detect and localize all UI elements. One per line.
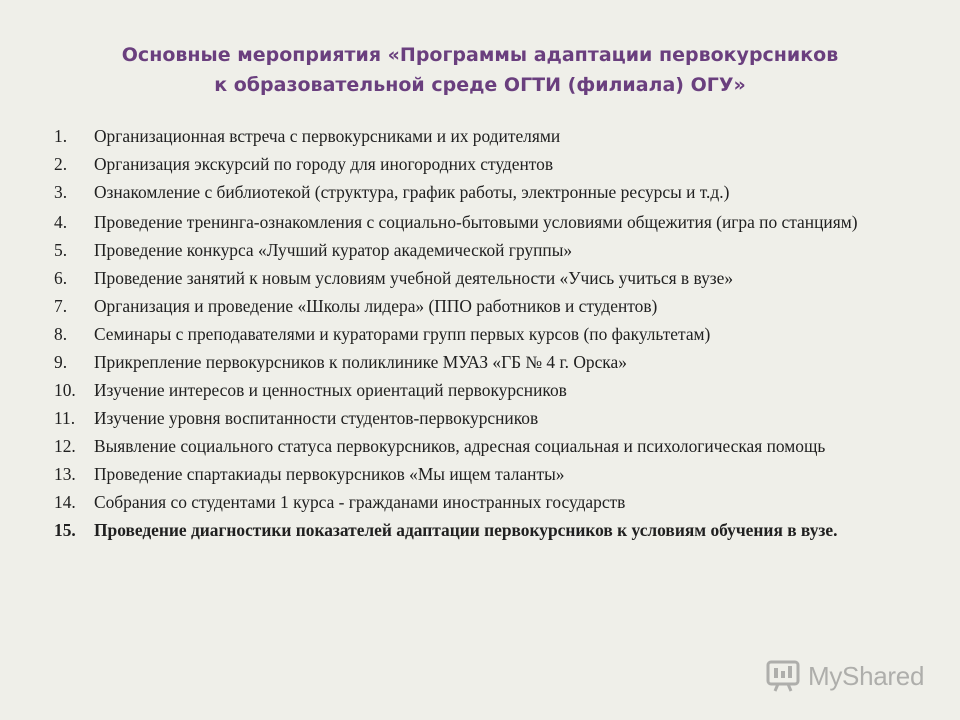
list-item [54,268,902,288]
list-item [54,324,902,344]
list-item [54,154,902,174]
list-item [54,520,902,540]
list-item [54,352,902,372]
item-text: Прикрепление первокурсников к поликлинике МУАЗ «ГБ № 4 г. Орска» [94,352,627,372]
item-text: Ознакомление с библиотекой (структура, график работы, электронные ресурсы и т.д.) [94,182,730,202]
list-item [54,182,902,202]
list-item [54,380,902,400]
item-number: 7. [54,296,68,316]
item-number: 2. [54,154,68,174]
item-number: 13. [54,464,76,484]
list-item [54,126,902,146]
item-number: 1. [54,126,68,146]
item-number: 8. [54,324,68,344]
activities-list [54,126,902,540]
list-item [54,212,902,232]
item-text: Проведение конкурса «Лучший куратор академической группы» [94,240,573,260]
item-number: 11. [54,408,76,428]
item-number: 14. [54,492,76,512]
item-number: 4. [54,212,68,232]
list-item [54,492,902,512]
item-text: Проведение тренинга-ознакомления с социально-бытовыми условиями общежития (игра по станциям) [94,212,858,232]
item-text: Изучение интересов и ценностных ориентаций первокурсников [94,380,567,400]
item-text: Семинары с преподавателями и кураторами групп первых курсов (по факультетам) [94,324,711,344]
list-item [54,240,902,260]
list-item [54,464,902,484]
item-text: Организация и проведение «Школы лидера» (ППО работников и студентов) [94,296,658,316]
list-item [54,296,902,316]
title-line-1: Основные мероприятия «Программы адаптации первокурсников [121,44,839,66]
presentation-board-icon [766,659,800,693]
item-number: 3. [54,182,68,202]
item-text: Собрания со студентами 1 курса - гражданами иностранных государств [94,492,626,512]
item-number: 15. [54,520,76,540]
item-number: 9. [54,352,68,372]
item-number: 5. [54,240,68,260]
watermark-text: MyShared [808,660,925,691]
item-text: Проведение спартакиады первокурсников «Мы ищем таланты» [94,464,565,484]
item-text: Организация экскурсий по городу для иногородних студентов [94,154,554,174]
slide-title [60,40,900,100]
myshared-watermark [766,656,924,696]
item-text: Проведение занятий к новым условиям учебной деятельности «Учись учиться в вузе» [94,268,734,288]
item-text: Изучение уровня воспитанности студентов-первокурсников [94,408,539,428]
item-number: 10. [54,380,76,400]
list-item [54,436,902,456]
item-text: Организационная встреча с первокурсниками и их родителями [94,126,561,146]
list-item [54,408,902,428]
item-number: 12. [54,436,76,456]
item-text: Выявление социального статуса первокурсников, адресная социальная и психологическая помощь [94,436,826,456]
item-text: Проведение диагностики показателей адаптации первокурсников к условиям обучения в вузе. [94,520,838,540]
item-number: 6. [54,268,68,288]
title-line-2: к образовательной среде ОГТИ (филиала) ОГУ» [214,74,746,96]
